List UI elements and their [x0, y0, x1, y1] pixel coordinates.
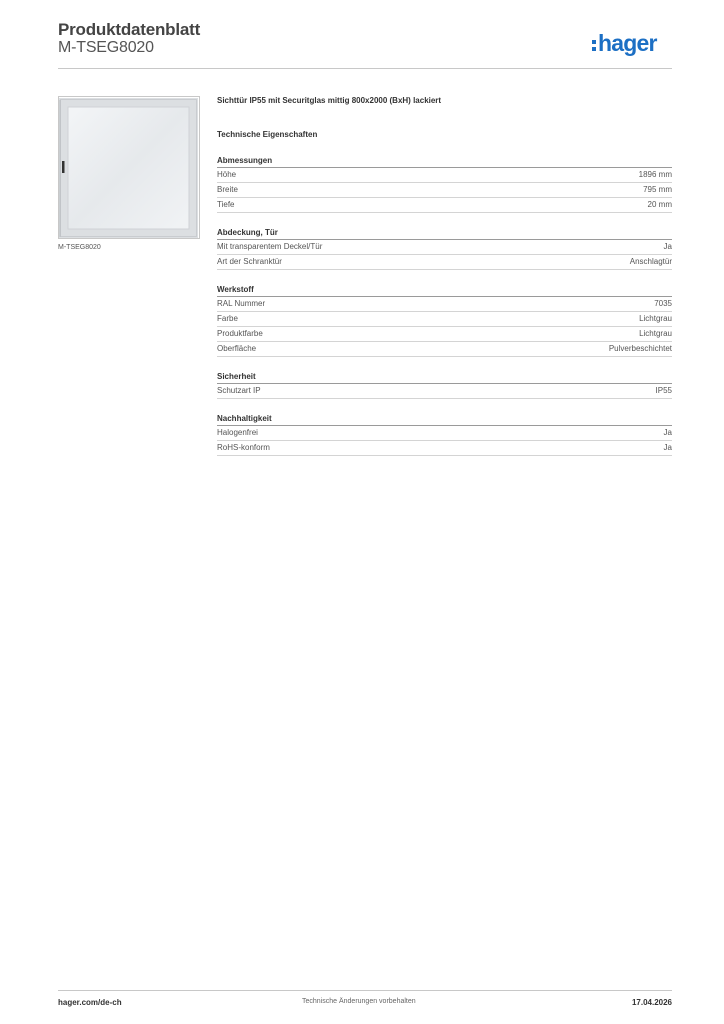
- row-label: RAL Nummer: [217, 299, 266, 308]
- row-label: Höhe: [217, 170, 237, 179]
- section-title: Nachhaltigkeit: [217, 413, 672, 426]
- hager-logo: [592, 28, 657, 58]
- row-value: IP55: [655, 386, 672, 395]
- table-row: [217, 255, 672, 270]
- table-row: [217, 441, 672, 456]
- product-details: [217, 95, 672, 456]
- page-title: Produktdatenblatt: [58, 20, 201, 39]
- row-label: Produktfarbe: [217, 329, 263, 338]
- row-value: 1896 mm: [638, 170, 672, 179]
- section-cover-door: [217, 227, 672, 270]
- row-label: Oberfläche: [217, 344, 257, 353]
- product-code: M-TSEG8020: [58, 39, 154, 56]
- table-row: [217, 240, 672, 255]
- table-row: [217, 183, 672, 198]
- row-label: Tiefe: [217, 200, 235, 209]
- row-label: Farbe: [217, 314, 238, 323]
- product-image: [58, 96, 200, 239]
- row-label: Breite: [217, 185, 238, 194]
- table-row: [217, 168, 672, 183]
- table-row: [217, 342, 672, 357]
- section-title: Abmessungen: [217, 155, 672, 168]
- section-title: Werkstoff: [217, 284, 672, 297]
- footer-note: Technische Änderungen vorbehalten: [302, 998, 416, 1005]
- logo-text: hager: [598, 29, 657, 56]
- table-row: [217, 384, 672, 399]
- row-value: 7035: [654, 299, 672, 308]
- section-material: [217, 284, 672, 357]
- section-title: Abdeckung, Tür: [217, 227, 672, 240]
- row-value: 20 mm: [647, 200, 672, 209]
- row-label: Art der Schranktür: [217, 257, 282, 266]
- row-label: Schutzart IP: [217, 386, 261, 395]
- row-label: RoHS-konform: [217, 443, 270, 452]
- row-value: Lichtgrau: [639, 314, 672, 323]
- row-value: Lichtgrau: [639, 329, 672, 338]
- table-row: [217, 426, 672, 441]
- footer-date: 17.04.2026: [631, 998, 672, 1007]
- row-value: 795 mm: [643, 185, 672, 194]
- glass-door-icon: [59, 97, 199, 238]
- table-row: [217, 297, 672, 312]
- table-row: [217, 327, 672, 342]
- image-caption: M-TSEG8020: [58, 244, 101, 251]
- header-divider: [58, 68, 672, 69]
- section-safety: [217, 371, 672, 399]
- logo-dots-icon: [592, 40, 596, 51]
- section-dimensions: [217, 155, 672, 213]
- section-title: Sicherheit: [217, 371, 672, 384]
- footer-website-link[interactable]: hager.com/de-ch: [58, 998, 122, 1007]
- row-value: Ja: [663, 242, 672, 251]
- table-row: [217, 312, 672, 327]
- row-value: Pulverbeschichtet: [608, 344, 672, 353]
- row-value: Ja: [663, 428, 672, 437]
- row-value: Ja: [663, 443, 672, 452]
- table-row: [217, 198, 672, 213]
- row-label: Mit transparentem Deckel/Tür: [217, 242, 323, 251]
- row-value: Anschlagtür: [629, 257, 672, 266]
- section-sustainability: [217, 413, 672, 456]
- footer-divider: [58, 990, 672, 991]
- row-label: Halogenfrei: [217, 428, 258, 437]
- technical-properties-heading: Technische Eigenschaften: [217, 130, 318, 139]
- product-title: Sichttür IP55 mit Securitglas mittig 800x2000 (BxH) lackiert: [217, 96, 442, 105]
